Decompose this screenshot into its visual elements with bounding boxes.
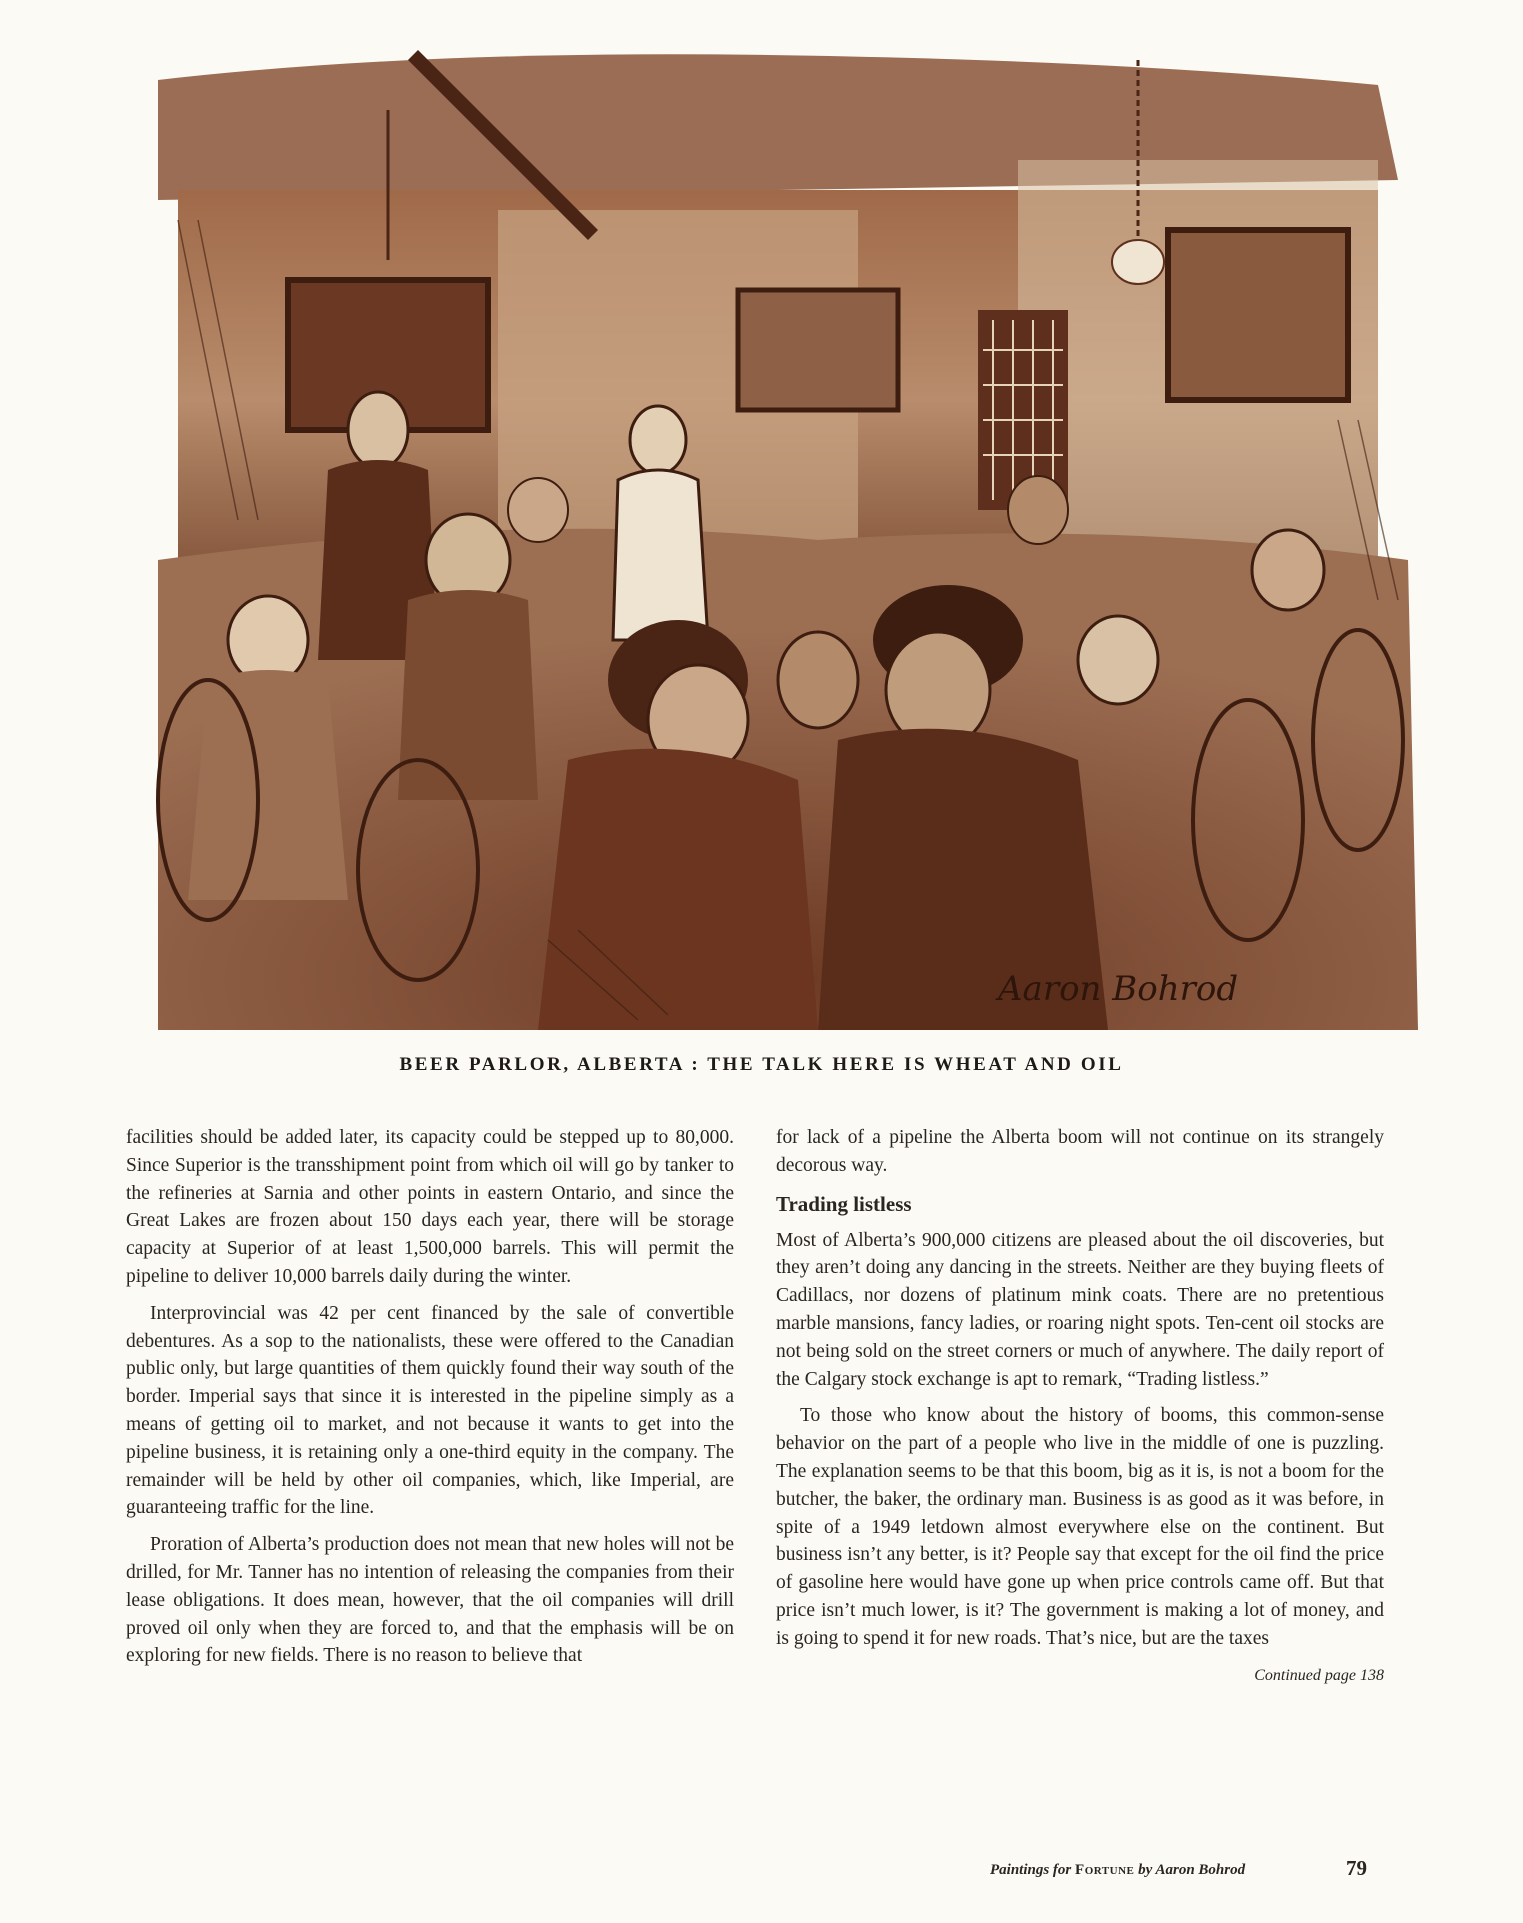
left-column bbox=[126, 1124, 734, 1679]
picture-wagon bbox=[738, 290, 898, 410]
painting-credit bbox=[990, 1862, 1370, 1879]
illustration-beer-parlor bbox=[118, 40, 1438, 1040]
right-paragraph-2: To those who know about the history of booms, this common-sense behavior on the part of a people who live in the middle of one is puzzling. The explanation seems to be that this boom, big as it is, is not a boom for the butcher, the baker, the ordinary man. Business is as good as it was before, in spite of a 1949 letdown almost everywhere else on the continent. But business isn’t any better, is it? People say that except for the oil find the price of gasoline here would have gone up when price controls came off. But that price isn’t much lower, is it? The government is making a lot of money, and is going to spend it for new roads. That’s nice, but are the taxes bbox=[776, 1405, 1384, 1649]
left-paragraph-2: Interprovincial was 42 per cent financed by the sale of convertible debentures. As a sop to the nationalists, these were offered to the Canadian public only, but large quantities of them quickly found their way south of the border. Imperial says that since it is interested in the pipeline simply as a means of getting oil to market, and not because it wants to get into the pipeline business, it is retaining only a one-third equity in the company. The remainder will be held by other oil companies, which, like Imperial, are guaranteeing traffic for the line. bbox=[126, 1302, 734, 1519]
credit-prefix: Paintings for bbox=[990, 1862, 1072, 1878]
continued-note: Continued page 138 bbox=[1254, 1666, 1384, 1684]
waiter-head bbox=[630, 406, 686, 474]
right-paragraph-1: Most of Alberta’s 900,000 citizens are pleased about the oil discoveries, but they aren’t doing any dancing in the streets. Neither are they buying fleets of Cadillacs, nor dozens of platinum mink coats. There are no pretentious marble mansions, fancy ladies, or roaring night spots. Ten-cent oil stocks are not being sold on the street corners or much of anywhere. The daily report of the Calgary stock exchange is apt to remark, “Trading listless.” bbox=[776, 1229, 1384, 1390]
artist-signature: Aaron Bohrod bbox=[998, 969, 1239, 1009]
section-subhead: Trading listless bbox=[776, 1191, 912, 1216]
left-paragraph-1: facilities should be added later, its capacity could be stepped up to 80,000. Since Superior is the transshipment point from which oil will go by tanker to the refineries at Sarnia and other points in eastern Ontario, and since the Great Lakes are frozen about 150 days each year, there will be storage capacity at Superior of at least 1,500,000 barrels. This will permit the pipeline to deliver 10,000 barrels daily during the winter. bbox=[126, 1127, 734, 1287]
right-column bbox=[776, 1124, 1384, 1689]
right-opening-paragraph: for lack of a pipeline the Alberta boom will not continue on its strangely decorous way. bbox=[776, 1127, 1384, 1176]
lamp-globe-right bbox=[1112, 240, 1164, 284]
illustration-caption: BEER PARLOR, ALBERTA : THE TALK HERE IS WHEAT AND OIL bbox=[399, 1054, 1124, 1075]
page-number: 79 bbox=[1346, 1856, 1367, 1880]
waiter-body bbox=[613, 470, 708, 640]
picture-rider bbox=[1168, 230, 1348, 400]
credit-suffix: by Aaron Bohrod bbox=[1138, 1862, 1246, 1878]
woman-head bbox=[348, 392, 408, 468]
left-paragraph-3: Proration of Alberta’s production does not mean that new holes will not be drilled, for Mr. Tanner has no intention of releasing the companies from their lease obligations. It does mean, however, that the oil companies will drill proved oil only when they are forced to, and that the emphasis will be on exploring for new fields. There is no reason to believe that bbox=[126, 1534, 734, 1667]
credit-magazine: Fortune bbox=[1075, 1862, 1135, 1878]
